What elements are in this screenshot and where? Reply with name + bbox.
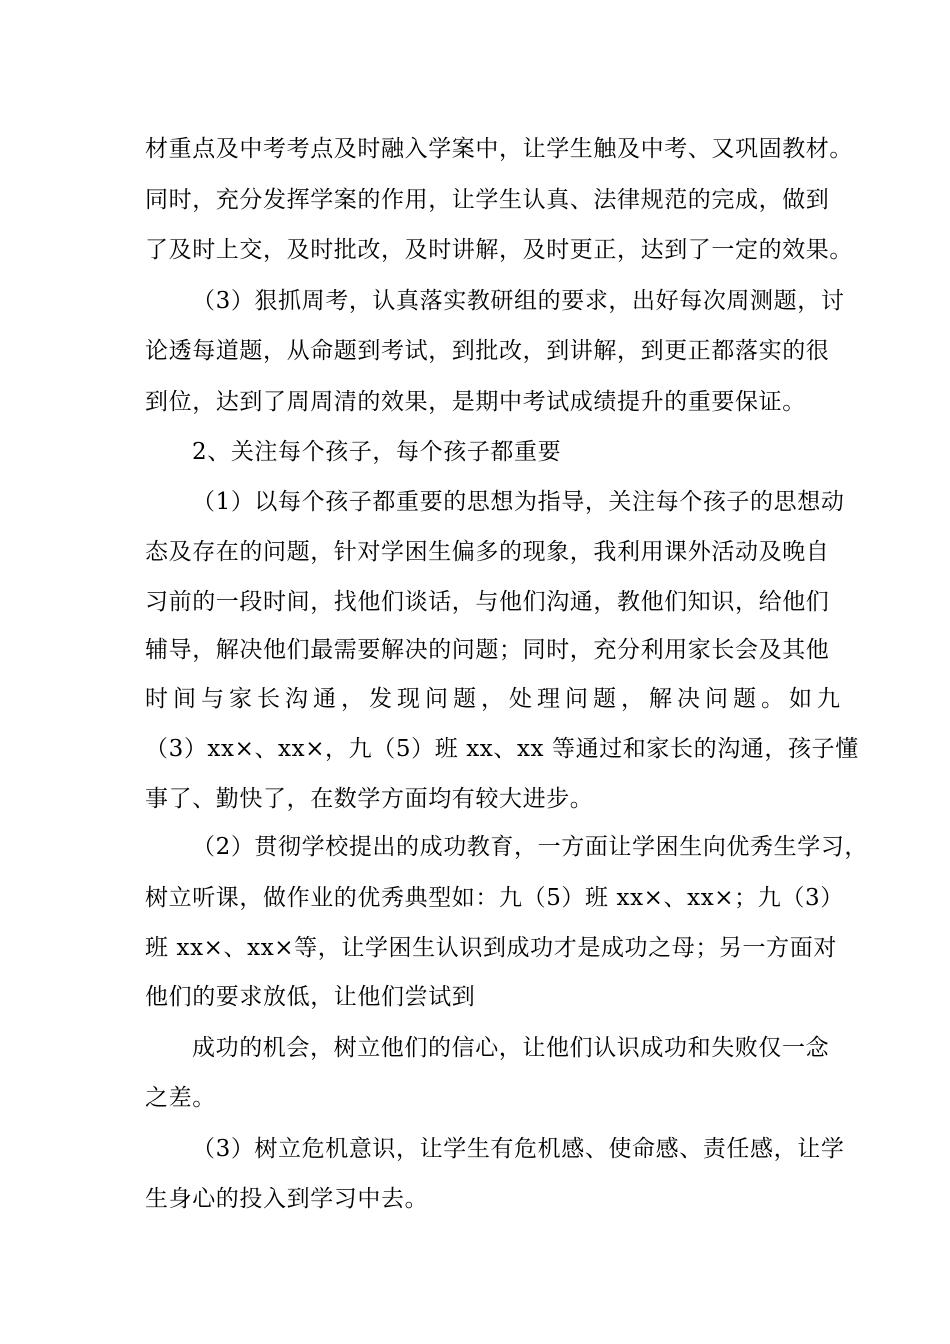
text-line-13: （3）xx×、xx×，九（5）班 xx、xx 等通过和家长的沟通，孩子懂 bbox=[145, 736, 859, 762]
text-line-21: （3）树立危机意识，让学生有危机感、使命感、责任感，让学 bbox=[192, 1136, 845, 1162]
text-line-19: 成功的机会，树立他们的信心，让他们认识成功和失败仅一念 bbox=[192, 1035, 830, 1061]
text-line-4: （3）狠抓周考，认真落实教研组的要求，出好每次周测题，讨 bbox=[192, 288, 845, 314]
section-heading: 2、关注每个孩子，每个孩子都重要 bbox=[192, 439, 562, 465]
text-line-15: （2）贯彻学校提出的成功教育，一方面让学困生向优秀生学习， bbox=[192, 834, 869, 860]
text-line-14: 事了、勤快了，在数学方面均有较大进步。 bbox=[145, 786, 594, 812]
text-line-20: 之差。 bbox=[145, 1085, 216, 1111]
text-line-2: 同时，充分发挥学案的作用，让学生认真、法律规范的完成，做到 bbox=[145, 187, 830, 213]
text-line-3: 了及时上交，及时批改，及时讲解，及时更正，达到了一定的效果。 bbox=[145, 237, 853, 263]
text-line-9: 态及存在的问题，针对学困生偏多的现象，我利用课外活动及晚自 bbox=[145, 539, 830, 565]
text-line-22: 生身心的投入到学习中去。 bbox=[145, 1186, 429, 1212]
text-line-8: （1）以每个孩子都重要的思想为指导，关注每个孩子的思想动 bbox=[192, 489, 845, 515]
text-line-10: 习前的一段时间，找他们谈话，与他们沟通，教他们知识，给他们 bbox=[145, 589, 830, 615]
text-line-5: 论透每道题，从命题到考试，到批改，到讲解，到更正都落实的很 bbox=[145, 338, 830, 364]
text-line-11: 辅导，解决他们最需要解决的问题；同时，充分利用家长会及其他 bbox=[145, 637, 830, 663]
text-line-18: 他们的要求放低，让他们尝试到 bbox=[145, 984, 476, 1010]
text-line-12: 时间与家长沟通，发现问题，处理问题，解决问题。如九 bbox=[145, 686, 845, 712]
text-line-17: 班 xx×、xx×等，让学困生认识到成功才是成功之母；另一方面对 bbox=[145, 935, 837, 961]
text-line-6: 到位，达到了周周清的效果，是期中考试成绩提升的重要保证。 bbox=[145, 389, 806, 415]
text-line-1: 材重点及中考考点及时融入学案中，让学生触及中考、又巩固教材。 bbox=[145, 136, 853, 162]
text-line-16: 树立听课，做作业的优秀典型如：九（5）班 xx×、xx×；九（3） bbox=[145, 885, 844, 911]
